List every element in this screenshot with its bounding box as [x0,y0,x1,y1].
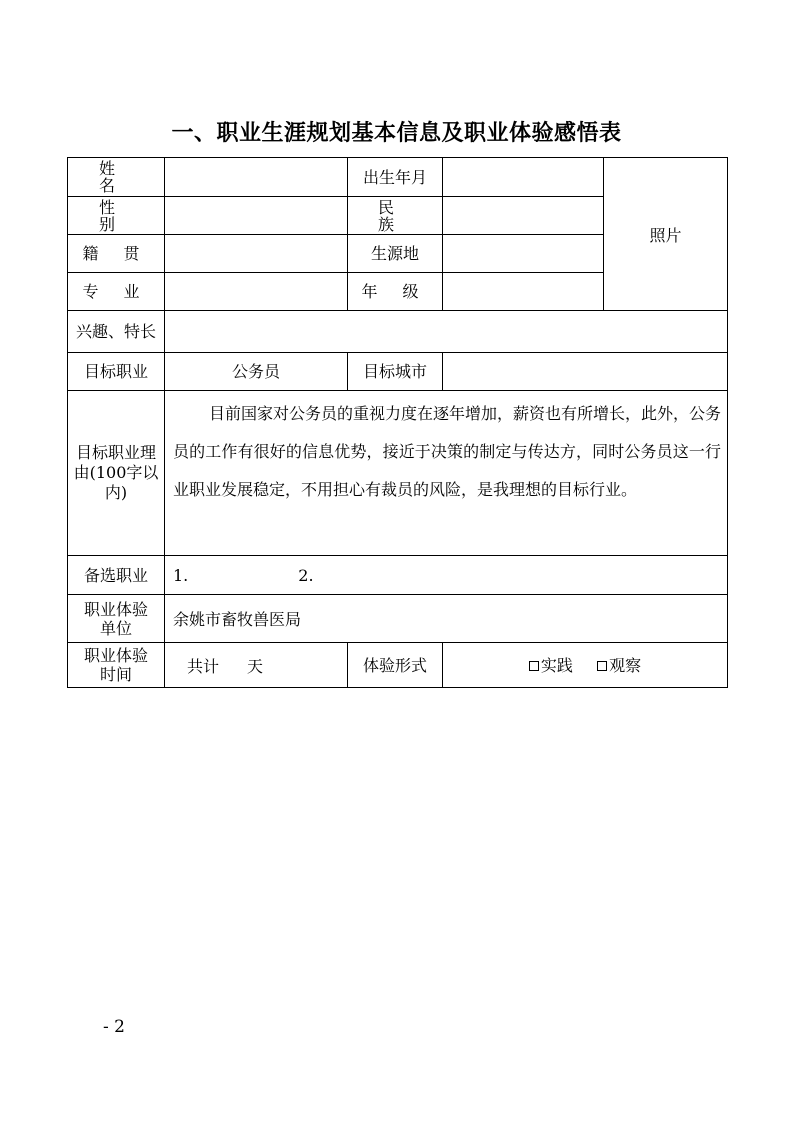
alt-job-label: 备选职业 [68,556,165,595]
target-job-label: 目标职业 [68,353,165,391]
birth-label: 出生年月 [348,158,443,197]
observe-option-label: 观察 [609,655,642,675]
target-job-value[interactable]: 公务员 [165,353,348,391]
photo-label: 照片 [649,225,682,245]
page-number: - 2 [103,1017,125,1037]
alt-job-1: 1. [173,565,189,585]
exp-time-label: 职业体验时间 [68,643,165,688]
hobby-field[interactable] [165,311,728,353]
exp-time-prefix: 共计 [187,656,220,676]
alt-job-2: 2. [298,565,314,585]
source-field[interactable] [443,235,604,273]
name-label: 姓 名 [68,158,165,197]
grade-field[interactable] [443,273,604,311]
ethnic-label: 民 族 [348,197,443,235]
origin-label: 籍 贯 [68,235,165,273]
name-field[interactable] [165,158,348,197]
reason-label: 目标职业理由(100字以内) [68,391,165,556]
exp-unit-value[interactable]: 余姚市畜牧兽医局 [165,595,728,643]
source-label: 生源地 [348,235,443,273]
exp-time-suffix: 天 [247,656,264,676]
observe-checkbox[interactable] [597,661,607,671]
reason-text[interactable]: 目前国家对公务员的重视力度在逐年增加，薪资也有所增长，此外，公务员的工作有很好的信息优势，接近于决策的制定与传达方，同时公务员这一行业职业发展稳定，不用担心有裁员的风险，是我理想的目标行业。 [165,391,728,556]
exp-form-options [443,643,728,688]
gender-label: 性 别 [68,197,165,235]
exp-form-label: 体验形式 [348,643,443,688]
grade-label: 年 级 [348,273,443,311]
birth-field[interactable] [443,158,604,197]
practice-option-label: 实践 [540,655,573,675]
target-city-field[interactable] [443,353,728,391]
gender-field[interactable] [165,197,348,235]
hobby-label: 兴趣、特长 [68,311,165,353]
practice-checkbox[interactable] [529,661,539,671]
photo-cell[interactable] [604,158,728,311]
ethnic-field[interactable] [443,197,604,235]
major-field[interactable] [165,273,348,311]
major-label: 专 业 [68,273,165,311]
page-title: 一、职业生涯规划基本信息及职业体验感悟表 [171,121,622,146]
origin-field[interactable] [165,235,348,273]
exp-time-field[interactable] [165,643,348,688]
alt-job-field[interactable] [165,556,728,595]
exp-unit-label: 职业体验单位 [68,595,165,643]
career-info-table [67,157,728,688]
target-city-label: 目标城市 [348,353,443,391]
